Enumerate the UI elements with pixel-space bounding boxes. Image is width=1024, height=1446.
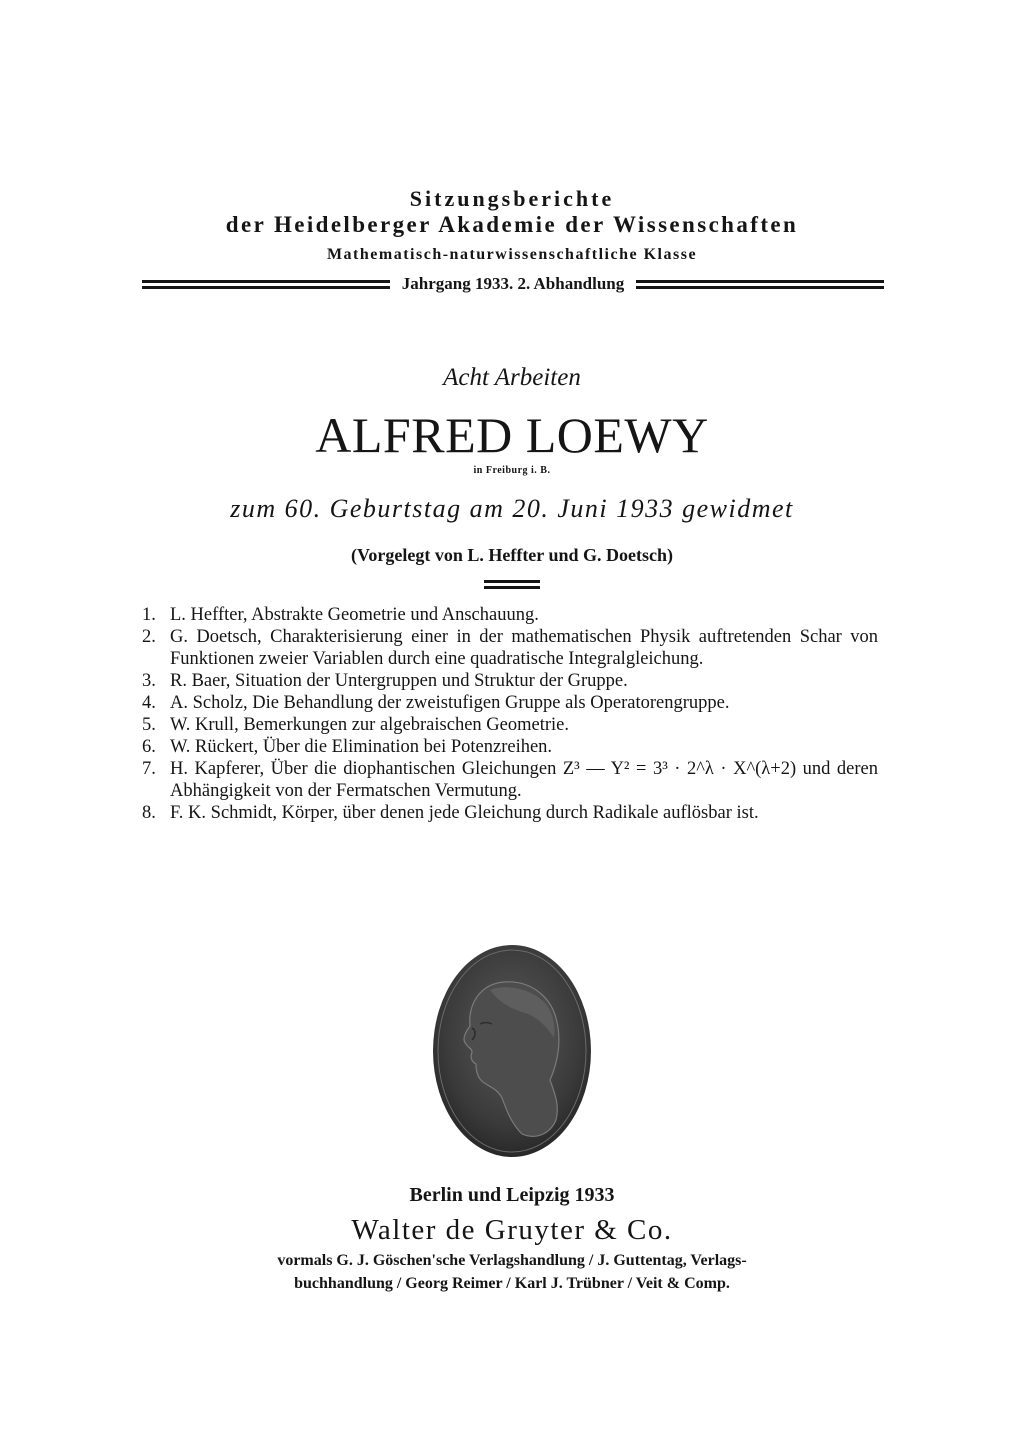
presented-by: (Vorgelegt von L. Heffter und G. Doetsch) xyxy=(351,545,673,565)
list-item xyxy=(142,802,878,824)
list-item xyxy=(142,714,878,736)
author-place: in Freiburg i. B. xyxy=(473,465,551,476)
subtitle: Acht Arbeiten xyxy=(443,364,581,391)
dedication: zum 60. Geburtstag am 20. Juni 1933 gewidmet xyxy=(230,494,794,523)
item-number: 5. xyxy=(142,715,156,735)
series-title: Sitzungsberichte xyxy=(409,186,615,211)
list-item xyxy=(142,736,878,758)
academy-name: der Heidelberger Akademie der Wissenschaften xyxy=(225,212,799,237)
double-rule-left xyxy=(142,280,390,289)
list-item xyxy=(142,626,878,670)
publication-place: Berlin und Leipzig 1933 xyxy=(409,1184,615,1206)
list-item xyxy=(142,692,878,714)
item-text: G. Doetsch, Charakterisierung einer in der mathematischen Physik auftretenden Schar von Funktionen zweier Variablen durch eine quadratische Integralgleichung. xyxy=(170,627,878,669)
item-text: A. Scholz, Die Behandlung der zweistufigen Gruppe als Operatorengruppe. xyxy=(170,693,730,713)
item-number: 3. xyxy=(142,671,156,691)
item-text: W. Krull, Bemerkungen zur algebraischen Geometrie. xyxy=(170,715,569,735)
contents-list xyxy=(142,604,878,824)
divider xyxy=(484,580,540,589)
author-name: ALFRED LOEWY xyxy=(315,407,709,463)
item-text: W. Rückert, Über die Elimination bei Potenzreihen. xyxy=(170,737,553,757)
issue-label: Jahrgang 1933. 2. Abhandlung xyxy=(401,274,625,293)
former-publishers-line1: vormals G. J. Göschen'sche Verlagshandlung / J. Guttentag, Verlags- xyxy=(277,1252,747,1269)
list-item xyxy=(142,670,878,692)
item-number: 4. xyxy=(142,693,156,713)
former-publishers-line2: buchhandlung / Georg Reimer / Karl J. Trübner / Veit & Comp. xyxy=(294,1275,730,1292)
item-number: 1. xyxy=(142,605,156,625)
issue-rule xyxy=(142,272,884,296)
item-text: H. Kapferer, Über die diophantischen Gleichungen Z³ — Y² = 3³ · 2^λ · X^(λ+2) und deren Abhängigkeit von der Fermatschen Vermutung. xyxy=(170,759,878,801)
list-item xyxy=(142,604,878,626)
publisher-name: Walter de Gruyter & Co. xyxy=(351,1214,673,1246)
double-rule-right xyxy=(636,280,884,289)
item-text: R. Baer, Situation der Untergruppen und Struktur der Gruppe. xyxy=(170,671,628,691)
item-text: L. Heffter, Abstrakte Geometrie und Anschauung. xyxy=(170,605,539,625)
item-number: 7. xyxy=(142,759,156,779)
item-number: 2. xyxy=(142,627,156,647)
item-number: 8. xyxy=(142,803,156,823)
list-item xyxy=(142,758,878,802)
class-name: Mathematisch-naturwissenschaftliche Klasse xyxy=(326,246,698,263)
item-text: F. K. Schmidt, Körper, über denen jede Gleichung durch Radikale auflösbar ist. xyxy=(170,803,759,823)
portrait-medallion-icon xyxy=(432,944,592,1158)
item-number: 6. xyxy=(142,737,156,757)
